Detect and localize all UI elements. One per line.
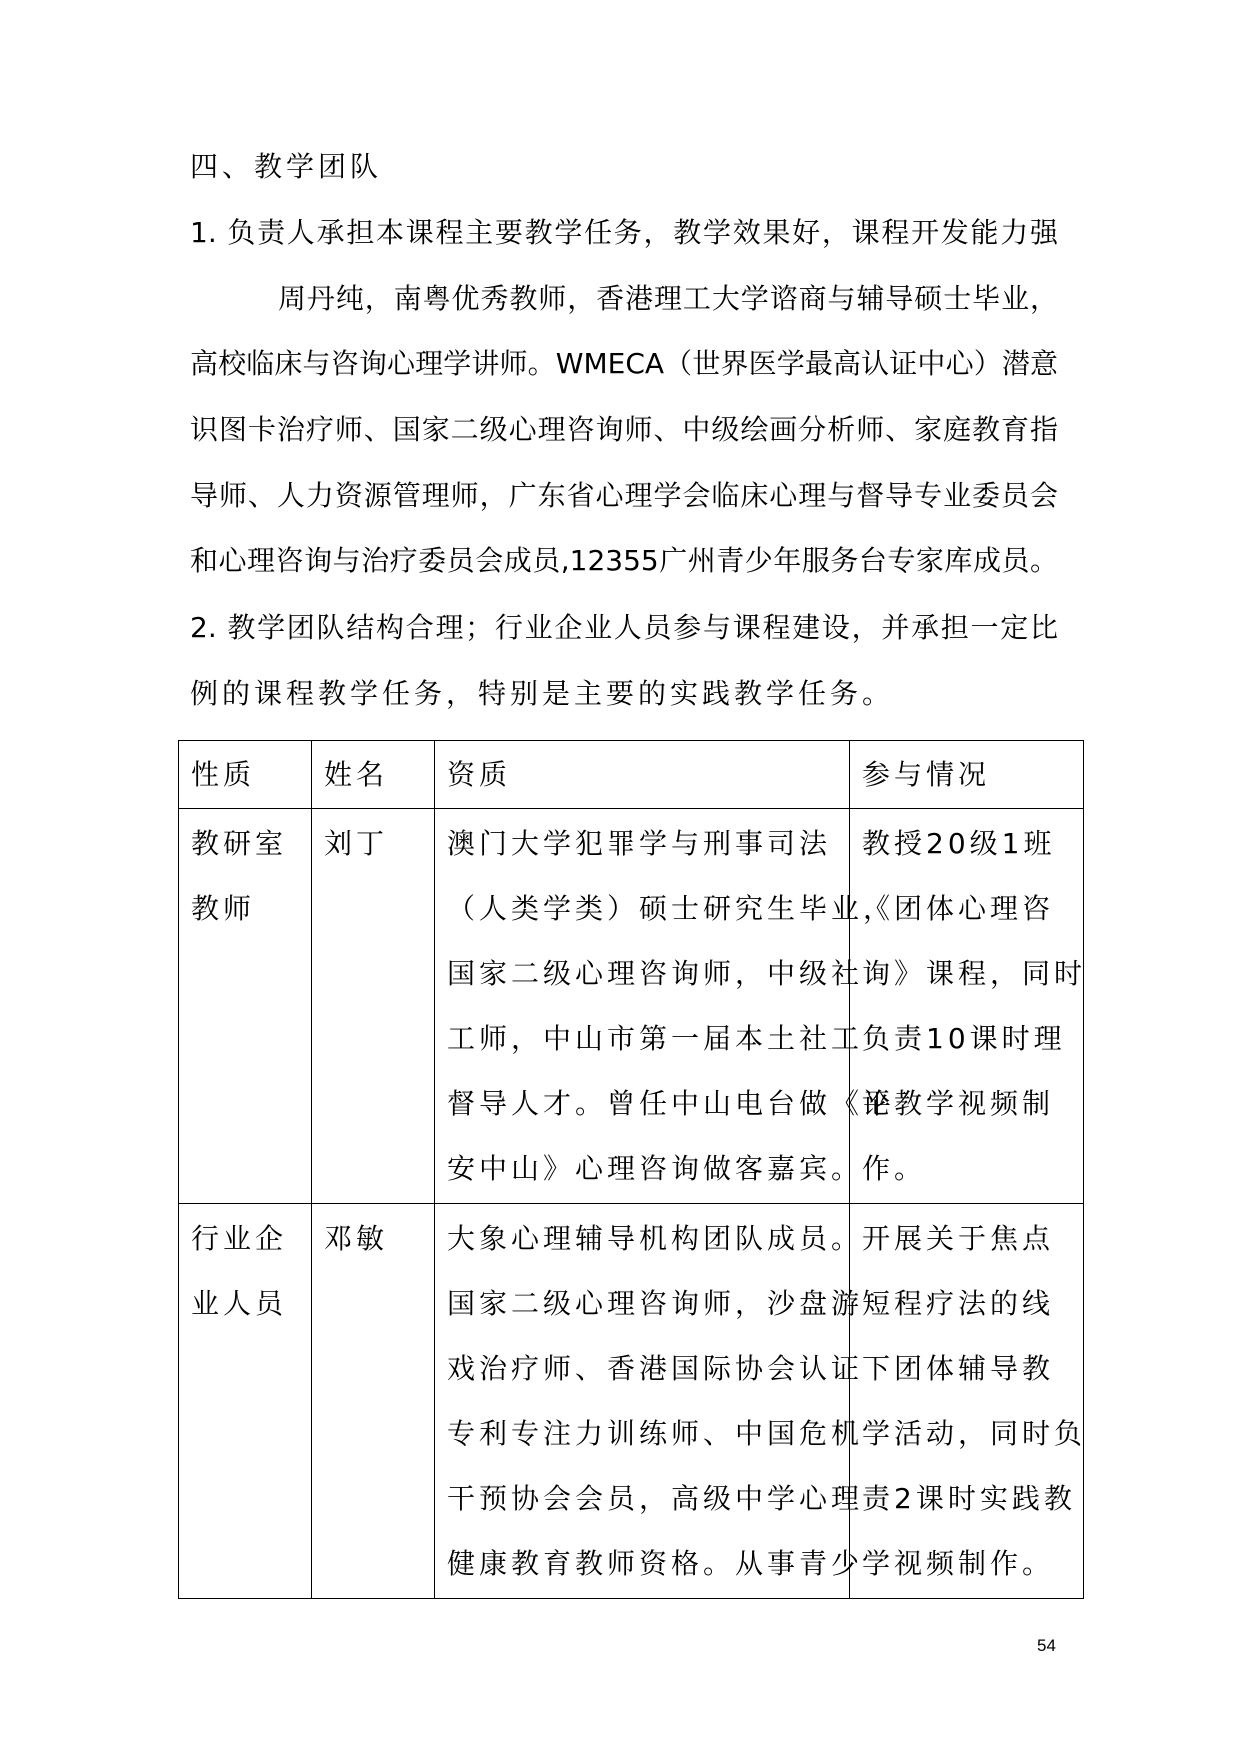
cell-type (179, 1204, 312, 1599)
cell-line: 干预协会会员，高级中学心理 (447, 1482, 864, 1515)
item2-heading-line: 2. 教学团队结构合理；行业企业人员参与课程建设，并承担一定比 (190, 611, 1058, 644)
cell-line: 大象心理辅导机构团队成员。 (447, 1222, 864, 1255)
cell-line: （人类学类）硕士研究生毕业， (447, 892, 896, 925)
cell-participation (850, 1204, 1087, 1599)
table-row (179, 1204, 1084, 1599)
cell-line: 教研室 (191, 827, 288, 860)
section-title: 四、教学团队 (190, 150, 383, 183)
cell-line: 教授20级1班 (862, 827, 1056, 860)
item2-heading-line: 例的课程教学任务，特别是主要的实践教学任务。 (190, 677, 895, 710)
cell-name (312, 1204, 435, 1599)
table-row (179, 809, 1084, 1204)
cell-line: 开展关于焦点 (862, 1222, 1055, 1255)
cell-name (312, 809, 435, 1204)
item1-paragraph-line: 识图卡治疗师、国家二级心理咨询师、中级绘画分析师、家庭教育指 (190, 413, 1058, 446)
cell-line: 专利专注力训练师、中国危机 (447, 1417, 864, 1450)
cell-line: 刘丁 (324, 827, 389, 860)
header-participation: 参与情况 (850, 741, 1084, 809)
cell-line: 澳门大学犯罪学与刑事司法 (447, 827, 832, 860)
cell-line: 《团体心理咨 (862, 892, 1055, 925)
item1-heading: 1. 负责人承担本课程主要教学任务，教学效果好，课程开发能力强 (190, 216, 1058, 249)
cell-line: 负责10课时理 (862, 1022, 1066, 1055)
cell-line: 工师，中山市第一届本土社工 (447, 1022, 864, 1055)
cell-line: 论教学视频制 (862, 1087, 1055, 1120)
cell-line: 安中山》心理咨询做客嘉宾。 (447, 1152, 864, 1185)
team-table (178, 740, 1087, 1599)
item1-paragraph-line: 高校临床与咨询心理学讲师。WMECA（世界医学最高认证中心）潜意 (190, 347, 1058, 380)
item1-paragraph-line: 导师、人力资源管理师，广东省心理学会临床心理与督导专业委员会 (190, 479, 1058, 512)
cell-line: 国家二级心理咨询师，中级社 (447, 957, 864, 990)
cell-type (179, 809, 312, 1204)
header-name: 姓名 (312, 741, 435, 809)
cell-line: 督导人才。曾任中山电台做《平 (447, 1087, 896, 1120)
cell-line: 学视频制作。 (862, 1547, 1055, 1580)
item1-paragraph-line: 和心理咨询与治疗委员会成员,12355广州青少年服务台专家库成员。 (190, 544, 1058, 577)
page-number: 54 (1037, 1636, 1056, 1655)
cell-line: 业人员 (191, 1287, 288, 1320)
cell-line: 短程疗法的线 (862, 1287, 1055, 1320)
cell-qualification (435, 1204, 864, 1599)
cell-participation (850, 809, 1087, 1204)
cell-line: 邓敏 (324, 1222, 389, 1255)
cell-line: 作。 (862, 1152, 927, 1185)
cell-line: 健康教育教师资格。从事青少 (447, 1547, 864, 1580)
cell-qualification (435, 809, 896, 1204)
header-type: 性质 (179, 741, 312, 809)
cell-line: 询》课程，同时 (862, 957, 1087, 990)
header-qualification: 资质 (435, 741, 850, 809)
item1-paragraph-line: 周丹纯，南粤优秀教师，香港理工大学谘商与辅导硕士毕业， (278, 282, 1058, 315)
cell-line: 学活动，同时负 (862, 1417, 1087, 1450)
cell-line: 戏治疗师、香港国际协会认证 (447, 1352, 864, 1385)
cell-line: 国家二级心理咨询师，沙盘游 (447, 1287, 864, 1320)
cell-line: 下团体辅导教 (862, 1352, 1055, 1385)
cell-line: 行业企 (191, 1222, 288, 1255)
table-header-row (179, 741, 1084, 809)
cell-line: 责2课时实践教 (862, 1482, 1076, 1515)
cell-line: 教师 (191, 892, 256, 925)
